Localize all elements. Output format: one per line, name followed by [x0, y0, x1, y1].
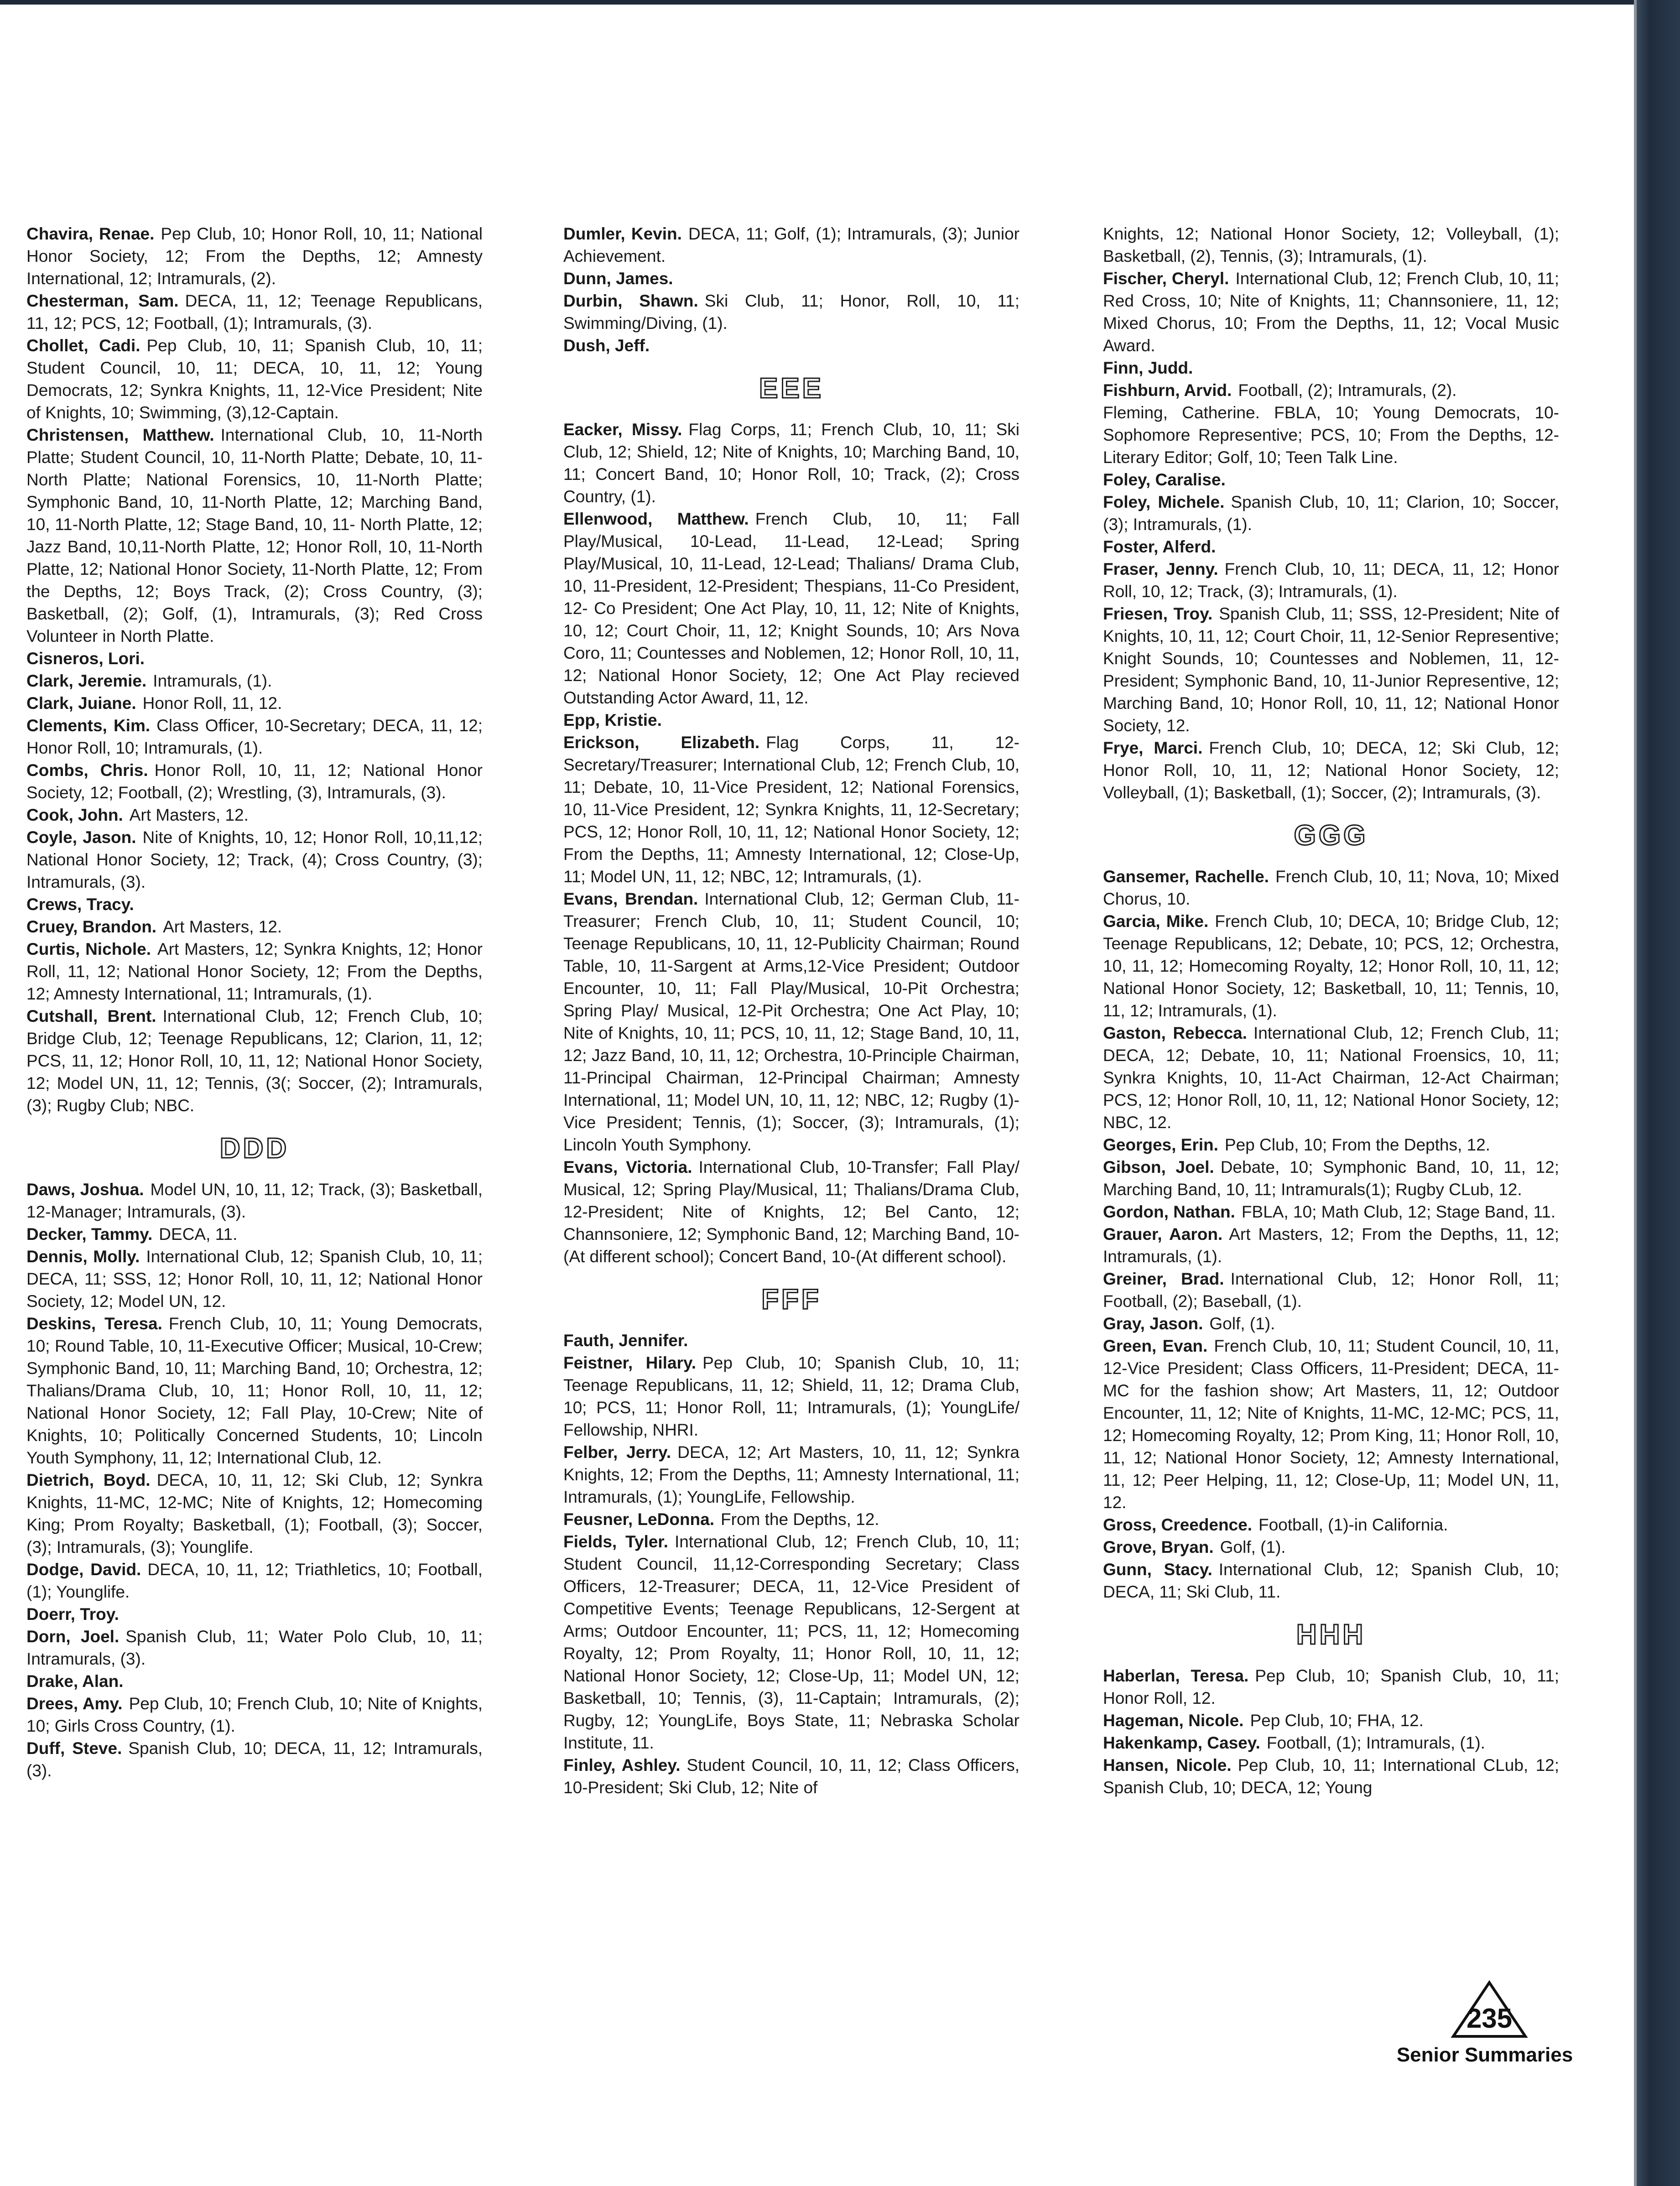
student-name: Dunn, James.: [563, 269, 673, 288]
activities-text: Pep Club, 10; Spanish Club, 10, 11; Teenage Republicans, 11, 12; Shield, 11, 12; Drama Club, 10; PCS, 11; Honor Roll, 11; Intramurals, (1); YoungLife/ Fellowship, NHRI.: [563, 1353, 1019, 1439]
student-name: Haberlan, Teresa.: [1103, 1666, 1249, 1685]
activities-text: Honor Roll, 11, 12.: [142, 694, 282, 713]
entries-c: [26, 223, 483, 1117]
summary-entry: [1103, 1022, 1559, 1134]
student-name: Clark, Juiane.: [26, 694, 136, 713]
student-name: Ellenwood, Matthew.: [563, 510, 749, 528]
activities-text: Student Council, 10, 11, 12; Class Officers, 10-President; Ski Club, 12; Nite of: [563, 1756, 1019, 1797]
student-name: Durbin, Shawn.: [563, 291, 698, 310]
summary-entry: [563, 709, 1019, 731]
summary-entry: [26, 424, 483, 647]
column-1: [26, 223, 483, 1782]
summary-entry: [1103, 1312, 1559, 1335]
student-name: Gray, Jason.: [1103, 1314, 1203, 1333]
student-name: Gibson, Joel.: [1103, 1158, 1214, 1176]
summary-entry: [563, 223, 1019, 267]
letter-heading-g: GGG: [1294, 820, 1368, 851]
activities-text: Pep Club, 10; Honor Roll, 10, 11; National Honor Society, 12; From the Depths, 12; Amnesty International, 12; Intramurals, (2).: [26, 224, 483, 288]
student-name: Cutshall, Brent.: [26, 1007, 156, 1025]
entries-h: [1103, 1665, 1559, 1799]
student-name: Foley, Michele.: [1103, 493, 1225, 511]
summary-entry: [26, 1670, 483, 1692]
summary-entry: [26, 916, 483, 938]
summary-entry: [26, 1625, 483, 1670]
activities-text: Intramurals, (1).: [153, 671, 272, 690]
summary-entry: [1103, 865, 1559, 910]
summary-entry: [26, 1005, 483, 1117]
activities-text: International Club, 10, 11-North Platte; Student Council, 10, 11-North Platte; Debate, 10, 11-North Platte; National Forensics, 10, 11-North Platte; Symphonic Band, 10, 11-North Platte, 12; Marching Band, 10, 11-North Platte, 12; Stage Band, 10, 11- North Platte, 12; Jazz Band, 10,11-North Platte, 12; Honor Roll, 10, 11-North Platte, 12; National Honor Society, 11-North Platte, 12; From the Depths, 12; Boys Track, (2); Cross Country, (3); Basketball, (2); Golf, (1), Intramurals, (3); Red Cross Volunteer in North Platte.: [26, 426, 483, 645]
activities-text: Spanish Club, 11; Water Polo Club, 10, 11; Intramurals, (3).: [26, 1627, 483, 1668]
student-name: Daws, Joshua.: [26, 1180, 144, 1199]
summary-entry: [1103, 536, 1559, 558]
student-name: Dietrich, Boyd.: [26, 1471, 151, 1489]
summary-entry: [26, 223, 483, 290]
summary-entry: [1103, 1514, 1559, 1536]
summary-entry: [1103, 1732, 1559, 1754]
student-name: Feistner, Hilary.: [563, 1353, 697, 1372]
entries-f-continued: [1103, 223, 1559, 804]
student-name: Clements, Kim.: [26, 716, 151, 735]
student-name: Clark, Jeremie.: [26, 671, 147, 690]
student-name: Coyle, Jason.: [26, 828, 136, 847]
activities-text: International Club, 12; Honor Roll, 11; Football, (2); Baseball, (1).: [1103, 1270, 1559, 1311]
student-name: Christensen, Matthew.: [26, 426, 214, 444]
activities-text: International Club, 12; Spanish Club, 10, 11; DECA, 11; SSS, 12; Honor Roll, 10, 11, 12; National Honor Society, 12; Model UN, 12.: [26, 1247, 483, 1311]
summary-entry: [563, 1754, 1019, 1799]
activities-text: Golf, (1).: [1209, 1314, 1275, 1333]
summary-entry: [26, 1245, 483, 1312]
summary-entry: [26, 759, 483, 804]
student-name: Fishburn, Arvid.: [1103, 381, 1232, 400]
student-name: Duff, Steve.: [26, 1739, 122, 1758]
summary-entry: [26, 647, 483, 670]
activities-text: DECA, 11; Golf, (1); Intramurals, (3); Junior Achievement.: [563, 224, 1019, 265]
activities-text: DECA, 11.: [159, 1225, 238, 1244]
student-name: Garcia, Mike.: [1103, 912, 1209, 931]
student-name: Evans, Brendan.: [563, 890, 698, 908]
student-name: Gross, Creedence.: [1103, 1515, 1252, 1534]
summary-entry: [26, 1692, 483, 1737]
activities-text: Art Masters, 12.: [129, 806, 249, 824]
entries-g: [1103, 865, 1559, 1603]
student-name: Drake, Alan.: [26, 1672, 124, 1691]
summary-entry: [1103, 223, 1559, 267]
activities-text: Football, (2); Intramurals, (2).: [1238, 381, 1457, 400]
activities-text: French Club, 10; DECA, 10; Bridge Club, 12; Teenage Republicans, 12; Debate, 10; PCS, 12; Orchestra, 10, 11, 12; Homecoming Royalty, 12; Honor Roll, 10, 11, 12; National Honor Society, 12; Basketball, 10, 11; Tennis, 10, 11, 12; Intramurals, (1).: [1103, 912, 1559, 1020]
activities-text: DECA, 10, 11, 12; Triathletics, 10; Football, (1); Younglife.: [26, 1560, 483, 1601]
student-name: Fields, Tyler.: [563, 1532, 668, 1551]
student-name: Hakenkamp, Casey.: [1103, 1733, 1260, 1752]
student-name: Greiner, Brad.: [1103, 1270, 1224, 1288]
student-name: Dodge, David.: [26, 1560, 141, 1579]
activities-text: French Club, 10, 11; Student Council, 10, 11, 12-Vice President; Class Officers, 11-President; DECA, 11-MC for the fashion show; Art Masters, 11, 12; Outdoor Encounter, 11, 12; Nite of Knights, 11-MC, 12-MC; PCS, 11, 12; Homecoming Royalty, 12; Prom King, 11; Honor Roll, 10, 11, 12; National Honor Society, 12; Amnesty International, 11, 12; Peer Helping, 11, 12; Close-Up, 11; Model UN, 11, 12.: [1103, 1337, 1559, 1512]
summary-entry: [26, 804, 483, 826]
summary-entry: [26, 893, 483, 916]
summary-entry: [1103, 1709, 1559, 1732]
summary-entry: [1103, 558, 1559, 603]
summary-entry: [563, 1329, 1019, 1352]
student-name: Green, Evan.: [1103, 1337, 1208, 1355]
summary-entry: [1103, 491, 1559, 536]
student-name: Frye, Marci.: [1103, 739, 1203, 757]
summary-entry: [1103, 737, 1559, 804]
student-name: Drees, Amy.: [26, 1694, 123, 1713]
summary-entry: [563, 1508, 1019, 1530]
summary-entry: [26, 826, 483, 893]
column-2: [563, 223, 1019, 1799]
activities-text: From the Depths, 12.: [721, 1510, 879, 1529]
student-name: Felber, Jerry.: [563, 1443, 671, 1462]
activities-text: Honor Roll, 10, 11, 12; National Honor Society, 12; Football, (2); Wrestling, (3), Intramurals, (3).: [26, 761, 483, 802]
activities-text: Spanish Club, 10, 11; Clarion, 10; Soccer, (3); Intramurals, (1).: [1103, 493, 1559, 534]
activities-text: Spanish Club, 11; SSS, 12-President; Nite of Knights, 10, 11, 12; Court Choir, 11, 12-Senior Representive; Knight Sounds, 10; Countesses and Noblemen, 11, 12- President; Symphonic Band, 10, 11-Junior Representive, 12; Marching Band, 10; Honor Roll, 10, 11, 12; National Honor Society, 12.: [1103, 604, 1559, 735]
summary-entry: [1103, 910, 1559, 1022]
activities-text: Golf, (1).: [1220, 1538, 1286, 1556]
summary-entry: [26, 1469, 483, 1558]
student-name: Erickson, Elizabeth.: [563, 733, 760, 752]
summary-entry: [1103, 401, 1559, 468]
letter-heading-e: EEE: [759, 373, 824, 404]
activities-text: French Club, 10, 11; DECA, 11, 12; Honor Roll, 10, 12; Track, (3); Intramurals, (1).: [1103, 560, 1559, 601]
activities-text: International Club, 12; French Club, 11; DECA, 12; Debate, 10, 11; National Froensics, 10, 11; Synkra Knights, 10, 11-Act Chairman, 12-Act Chairman; PCS, 12; Honor Roll, 10, 11, 12; National Honor Society, 12; NBC, 12.: [1103, 1024, 1560, 1132]
student-name: Friesen, Troy.: [1103, 604, 1213, 623]
student-name: Gordon, Nathan.: [1103, 1202, 1235, 1221]
activities-text: International Club, 12; French Club, 10, 11; Student Council, 11,12-Corresponding Secretary; Class Officers, 12-Treasurer; DECA, 11, 12-Vice President of Competitive Events; Teenage Republicans, 12-Sergent at Arms; Outdoor Encounter, 11; PCS, 11, 12; Homecoming Royalty, 12; Prom Royalty, 11; Honor Roll, 10, 11, 12; National Honor Society, 12; Close-Up, 11; Model UN, 12; Basketball, 10; Tennis, (3), 11-Captain; Intramurals, (2); Rugby, 12; YoungLife, Boys State, 11; Nebraska Scholar Institute, 11.: [563, 1532, 1019, 1752]
student-name: Grove, Bryan.: [1103, 1538, 1214, 1556]
activities-text: Pep Club, 10; FHA, 12.: [1250, 1711, 1424, 1730]
student-name: Dush, Jeff.: [563, 336, 650, 355]
activities-text: French Club, 10, 11; Nova, 10; Mixed Chorus, 10.: [1103, 867, 1559, 908]
activities-text: Flag Corps, 11, 12-Secretary/Treasurer; International Club, 12; French Club, 10, 11; Debate, 10, 11-Vice President, 12; National Forensics, 10, 11-Vice President, 12; Synkra Knights, 11, 12-Secretary; PCS, 12; Honor Roll, 10, 11, 12; National Honor Society, 12; From the Depths, 11; Amnesty International, 12; Close-Up, 11; Model UN, 11, 12; NBC, 12; Intramurals, (1).: [563, 733, 1019, 886]
activities-text: Pep Club, 10; Spanish Club, 10, 11; Honor Roll, 12.: [1103, 1666, 1559, 1707]
student-name: Finley, Ashley.: [563, 1756, 681, 1775]
activities-text: International Club, 10-Transfer; Fall Play/ Musical, 12; Spring Play/Musical, 11; Thalians/Drama Club, 12-President; Nite of Knights, 12; Bel Canto, 12; Channsoniere, 12; Symphonic Band, 12; Marching Band, 10-(At different school); Concert Band, 10-(At different school).: [563, 1158, 1020, 1266]
summary-entry: [26, 938, 483, 1005]
entries-d: [26, 1178, 483, 1782]
summary-entry: [563, 334, 1019, 357]
book-spine: [1637, 0, 1680, 2186]
activities-text: DECA, 12; Art Masters, 10, 11, 12; Synkra Knights, 12; From the Depths, 11; Amnesty International, 11; Intramurals, (1); YoungLife, Fellowship.: [563, 1443, 1020, 1506]
summary-entry: [1103, 1134, 1559, 1156]
student-name: Chollet, Cadi.: [26, 336, 140, 355]
activities-text: Fleming, Catherine. FBLA, 10; Young Democrats, 10-Sophomore Representive; PCS, 10; From the Depths, 12-Literary Editor; Golf, 10; Teen Talk Line.: [1103, 403, 1559, 467]
student-name: Crews, Tracy.: [26, 895, 134, 914]
student-name: Fauth, Jennifer.: [563, 1331, 688, 1350]
activities-text: French Club, 10, 11; Fall Play/Musical, 10-Lead, 11-Lead, 12-Lead; Spring Play/Musical, 10, 11-Lead, 12-Lead; Thalians/ Drama Club, 10, 11-President, 12-President; Thespians, 11-Co President, 12- Co President; One Act Play, 10, 11, 12; Nite of Knights, 10, 12; Court Choir, 11, 12; Knight Sounds, 10; Ars Nova Coro, 11; Countesses and Noblemen, 12; Honor Roll, 10, 11, 12; National Honor Society, 12; One Act Play recieved Outstanding Actor Award, 11, 12.: [563, 510, 1019, 707]
student-name: Doerr, Troy.: [26, 1605, 119, 1624]
summary-entry: [563, 731, 1019, 888]
summary-entry: [1103, 468, 1559, 491]
activities-text: Ski Club, 11; Honor, Roll, 10, 11; Swimming/Diving, (1).: [563, 291, 1020, 333]
summary-entry: [563, 418, 1019, 508]
student-name: Eacker, Missy.: [563, 420, 682, 439]
student-name: Chavira, Renae.: [26, 224, 155, 243]
activities-text: Class Officer, 10-Secretary; DECA, 11, 12; Honor Roll, 10; Intramurals, (1).: [26, 716, 483, 757]
activities-text: FBLA, 10; Math Club, 12; Stage Band, 11.: [1241, 1202, 1556, 1221]
summary-entry: [563, 1530, 1019, 1754]
summary-entry: [26, 714, 483, 759]
summary-entry: [26, 1312, 483, 1469]
activities-text: International Club, 12; German Club, 11- Treasurer; French Club, 10, 11; Student Council, 10; Teenage Republicans, 10, 11, 12-Publicity Chairman; Round Table, 10, 11-Sargent at Arms,12-Vice President; Outdoor Encounter, 10, 11; Fall Play/Musical, 10-Pit Orchestra; Spring Play/ Musical, 12-Pit Orchestra; One Act Play, 10; Nite of Knights, 10, 11; PCS, 10, 11, 12; Stage Band, 10, 11, 12; Jazz Band, 10, 11, 12; Orchestra, 10-Principle Chairman, 11-Principal Chairman, 12-Principal Chairman; Amnesty International, 11; Model UN, 10, 11, 12; NBC, 12; Rugby (1)-Vice President; Tennis, (1); Soccer, (3); Intramurals, (1); Lincoln Youth Symphony.: [563, 890, 1019, 1154]
summary-entry: [563, 1352, 1019, 1441]
activities-text: French Club, 10, 11; Young Democrats, 10; Round Table, 10, 11-Executive Officer; Musical, 10-Crew; Symphonic Band, 10, 11; Marching Band, 10; Orchestra, 12; Thalians/Drama Club, 10, 11; Honor Roll, 10, 11, 12; National Honor Society, 12; Fall Play, 10-Crew; Nite of Knights, 10; Politically Concerned Students, 10; Lincoln Youth Symphony, 11, 12; International Club, 12.: [26, 1314, 483, 1467]
student-name: Chesterman, Sam.: [26, 291, 179, 310]
summary-entry: [1103, 1223, 1559, 1268]
summary-entry: [1103, 267, 1559, 357]
section-label: Senior Summaries: [1396, 2044, 1573, 2066]
student-name: Finn, Judd.: [1103, 359, 1193, 377]
summary-entry: [26, 1737, 483, 1782]
activities-text: International Club, 12; Spanish Club, 10; DECA, 11; Ski Club, 11.: [1103, 1560, 1559, 1601]
summary-entry: [563, 1441, 1019, 1508]
activities-text: Art Masters, 12; From the Depths, 11, 12; Intramurals, (1).: [1103, 1225, 1559, 1266]
summary-entry: [1103, 1536, 1559, 1558]
letter-heading-d: DDD: [219, 1133, 290, 1164]
activities-text: French Club, 10; DECA, 12; Ski Club, 12; Honor Roll, 10, 11, 12; National Honor Society, 12; Volleyball, (1); Basketball, (1); Soccer, (2); Intramurals, (3).: [1103, 739, 1559, 802]
student-name: Fischer, Cheryl.: [1103, 269, 1229, 288]
activities-text: Art Masters, 12; Synkra Knights, 12; Honor Roll, 11, 12; National Honor Society, 12; From the Depths, 12; Amnesty International, 11; Intramurals, (1).: [26, 940, 483, 1003]
summary-entry: [1103, 1558, 1559, 1603]
activities-text: DECA, 11, 12; Teenage Republicans, 11, 12; PCS, 12; Football, (1); Intramurals, (3).: [26, 291, 483, 333]
column-3: [1103, 223, 1559, 1799]
summary-entry: [26, 334, 483, 424]
student-name: Gaston, Rebecca.: [1103, 1024, 1247, 1042]
student-name: Gunn, Stacy.: [1103, 1560, 1212, 1579]
student-name: Georges, Erin.: [1103, 1135, 1218, 1154]
summary-entry: [26, 692, 483, 714]
summary-entry: [1103, 1754, 1559, 1799]
summary-entry: [563, 267, 1019, 290]
summary-entry: [563, 290, 1019, 334]
student-name: Hansen, Nicole.: [1103, 1756, 1232, 1775]
summary-entry: [1103, 357, 1559, 379]
summary-entry: [26, 1558, 483, 1603]
student-name: Foley, Caralise.: [1103, 470, 1226, 489]
student-name: Hageman, Nicole.: [1103, 1711, 1244, 1730]
activities-text: Pep Club, 10, 11; Spanish Club, 10, 11; Student Council, 10, 11; DECA, 10, 11, 12; Young Democrats, 12; Synkra Knights, 11, 12-Vice President; Nite of Knights, 10; Swimming, (3),12-Captain.: [26, 336, 483, 422]
summary-entry: [26, 670, 483, 692]
student-name: Cook, John.: [26, 806, 123, 824]
summary-entry: [1103, 1201, 1559, 1223]
student-name: Evans, Victoria.: [563, 1158, 692, 1176]
activities-text: Knights, 12; National Honor Society, 12; Volleyball, (1); Basketball, (2), Tennis, (3); Intramurals, (1).: [1103, 224, 1559, 265]
summary-entry: [26, 1223, 483, 1245]
letter-heading-h: HHH: [1296, 1619, 1366, 1650]
page-number: 235: [1466, 2003, 1513, 2034]
activities-text: Art Masters, 12.: [163, 917, 282, 936]
activities-text: Flag Corps, 11; French Club, 10, 11; Ski Club, 12; Shield, 12; Nite of Knights, 10; Marching Band, 10, 11; Concert Band, 10; Honor Roll, 10; Track, (2); Cross Country, (1).: [563, 420, 1020, 506]
student-name: Epp, Kristie.: [563, 711, 662, 729]
student-name: Cruey, Brandon.: [26, 917, 157, 936]
summary-entry: [1103, 1665, 1559, 1709]
summary-entry: [563, 1156, 1019, 1268]
summary-entry: [26, 290, 483, 334]
summary-entry: [1103, 1268, 1559, 1312]
summary-entry: [1103, 1335, 1559, 1514]
student-name: Feusner, LeDonna.: [563, 1510, 715, 1529]
activities-text: DECA, 10, 11, 12; Ski Club, 12; Synkra Knights, 11-MC, 12-MC; Nite of Knights, 12; Homecoming King; Prom Royalty; Basketball, (1); Football, (3); Soccer, (3); Intramurals, (3); Younglife.: [26, 1471, 483, 1556]
activities-text: Debate, 10; Symphonic Band, 10, 11, 12; Marching Band, 10, 11; Intramurals(1); Rugby CLub, 12.: [1103, 1158, 1559, 1199]
student-name: Curtis, Nichole.: [26, 940, 151, 958]
page-top-edge: [0, 0, 1680, 5]
activities-text: Football, (1); Intramurals, (1).: [1266, 1733, 1485, 1752]
entries-e: [563, 418, 1019, 1268]
activities-text: Model UN, 10, 11, 12; Track, (3); Basketball, 12-Manager; Intramurals, (3).: [26, 1180, 483, 1221]
entries-d-continued: [563, 223, 1019, 357]
summary-entry: [26, 1178, 483, 1223]
activities-text: International Club, 12; French Club, 10; Bridge Club, 12; Teenage Republicans, 12; Clarion, 11, 12; PCS, 11, 12; Honor Roll, 10, 11, 12; National Honor Society, 12; Model UN, 11, 12; Tennis, (3(; Soccer, (2); Intramurals, (3); Rugby Club; NBC.: [26, 1007, 483, 1115]
summary-entry: [563, 508, 1019, 709]
activities-text: Spanish Club, 10; DECA, 11, 12; Intramurals, (3).: [26, 1739, 483, 1780]
letter-heading-f: FFF: [761, 1284, 822, 1315]
student-name: Foster, Alferd.: [1103, 537, 1216, 556]
summary-entry: [1103, 603, 1559, 737]
activities-text: International Club, 12; French Club, 10, 11; Red Cross, 10; Nite of Knights, 11; Channsoniere, 11, 12; Mixed Chorus, 10; From the Depths, 11, 12; Vocal Music Award.: [1103, 269, 1559, 355]
student-name: Deskins, Teresa.: [26, 1314, 162, 1333]
activities-text: Nite of Knights, 10, 12; Honor Roll, 10,11,12; National Honor Society, 12; Track, (4); Cross Country, (3); Intramurals, (3).: [26, 828, 483, 891]
student-name: Gansemer, Rachelle.: [1103, 867, 1269, 886]
student-name: Dorn, Joel.: [26, 1627, 120, 1646]
entries-f: [563, 1329, 1019, 1799]
page-footer: [1382, 1980, 1587, 2162]
summary-entry: [563, 888, 1019, 1156]
student-name: Cisneros, Lori.: [26, 649, 145, 668]
student-name: Grauer, Aaron.: [1103, 1225, 1223, 1244]
activities-text: Pep Club, 10; From the Depths, 12.: [1224, 1135, 1490, 1154]
summary-entry: [1103, 1156, 1559, 1201]
student-name: Fraser, Jenny.: [1103, 560, 1218, 578]
activities-text: Pep Club, 10, 11; International CLub, 12; Spanish Club, 10; DECA, 12; Young: [1103, 1756, 1559, 1797]
summary-entry: [26, 1603, 483, 1625]
student-name: Dennis, Molly.: [26, 1247, 140, 1266]
activities-text: Football, (1)-in California.: [1258, 1515, 1448, 1534]
student-name: Dumler, Kevin.: [563, 224, 682, 243]
activities-text: Pep Club, 10; French Club, 10; Nite of Knights, 10; Girls Cross Country, (1).: [26, 1694, 483, 1735]
student-name: Decker, Tammy.: [26, 1225, 153, 1244]
summary-entry: [1103, 379, 1559, 401]
student-name: Combs, Chris.: [26, 761, 148, 780]
